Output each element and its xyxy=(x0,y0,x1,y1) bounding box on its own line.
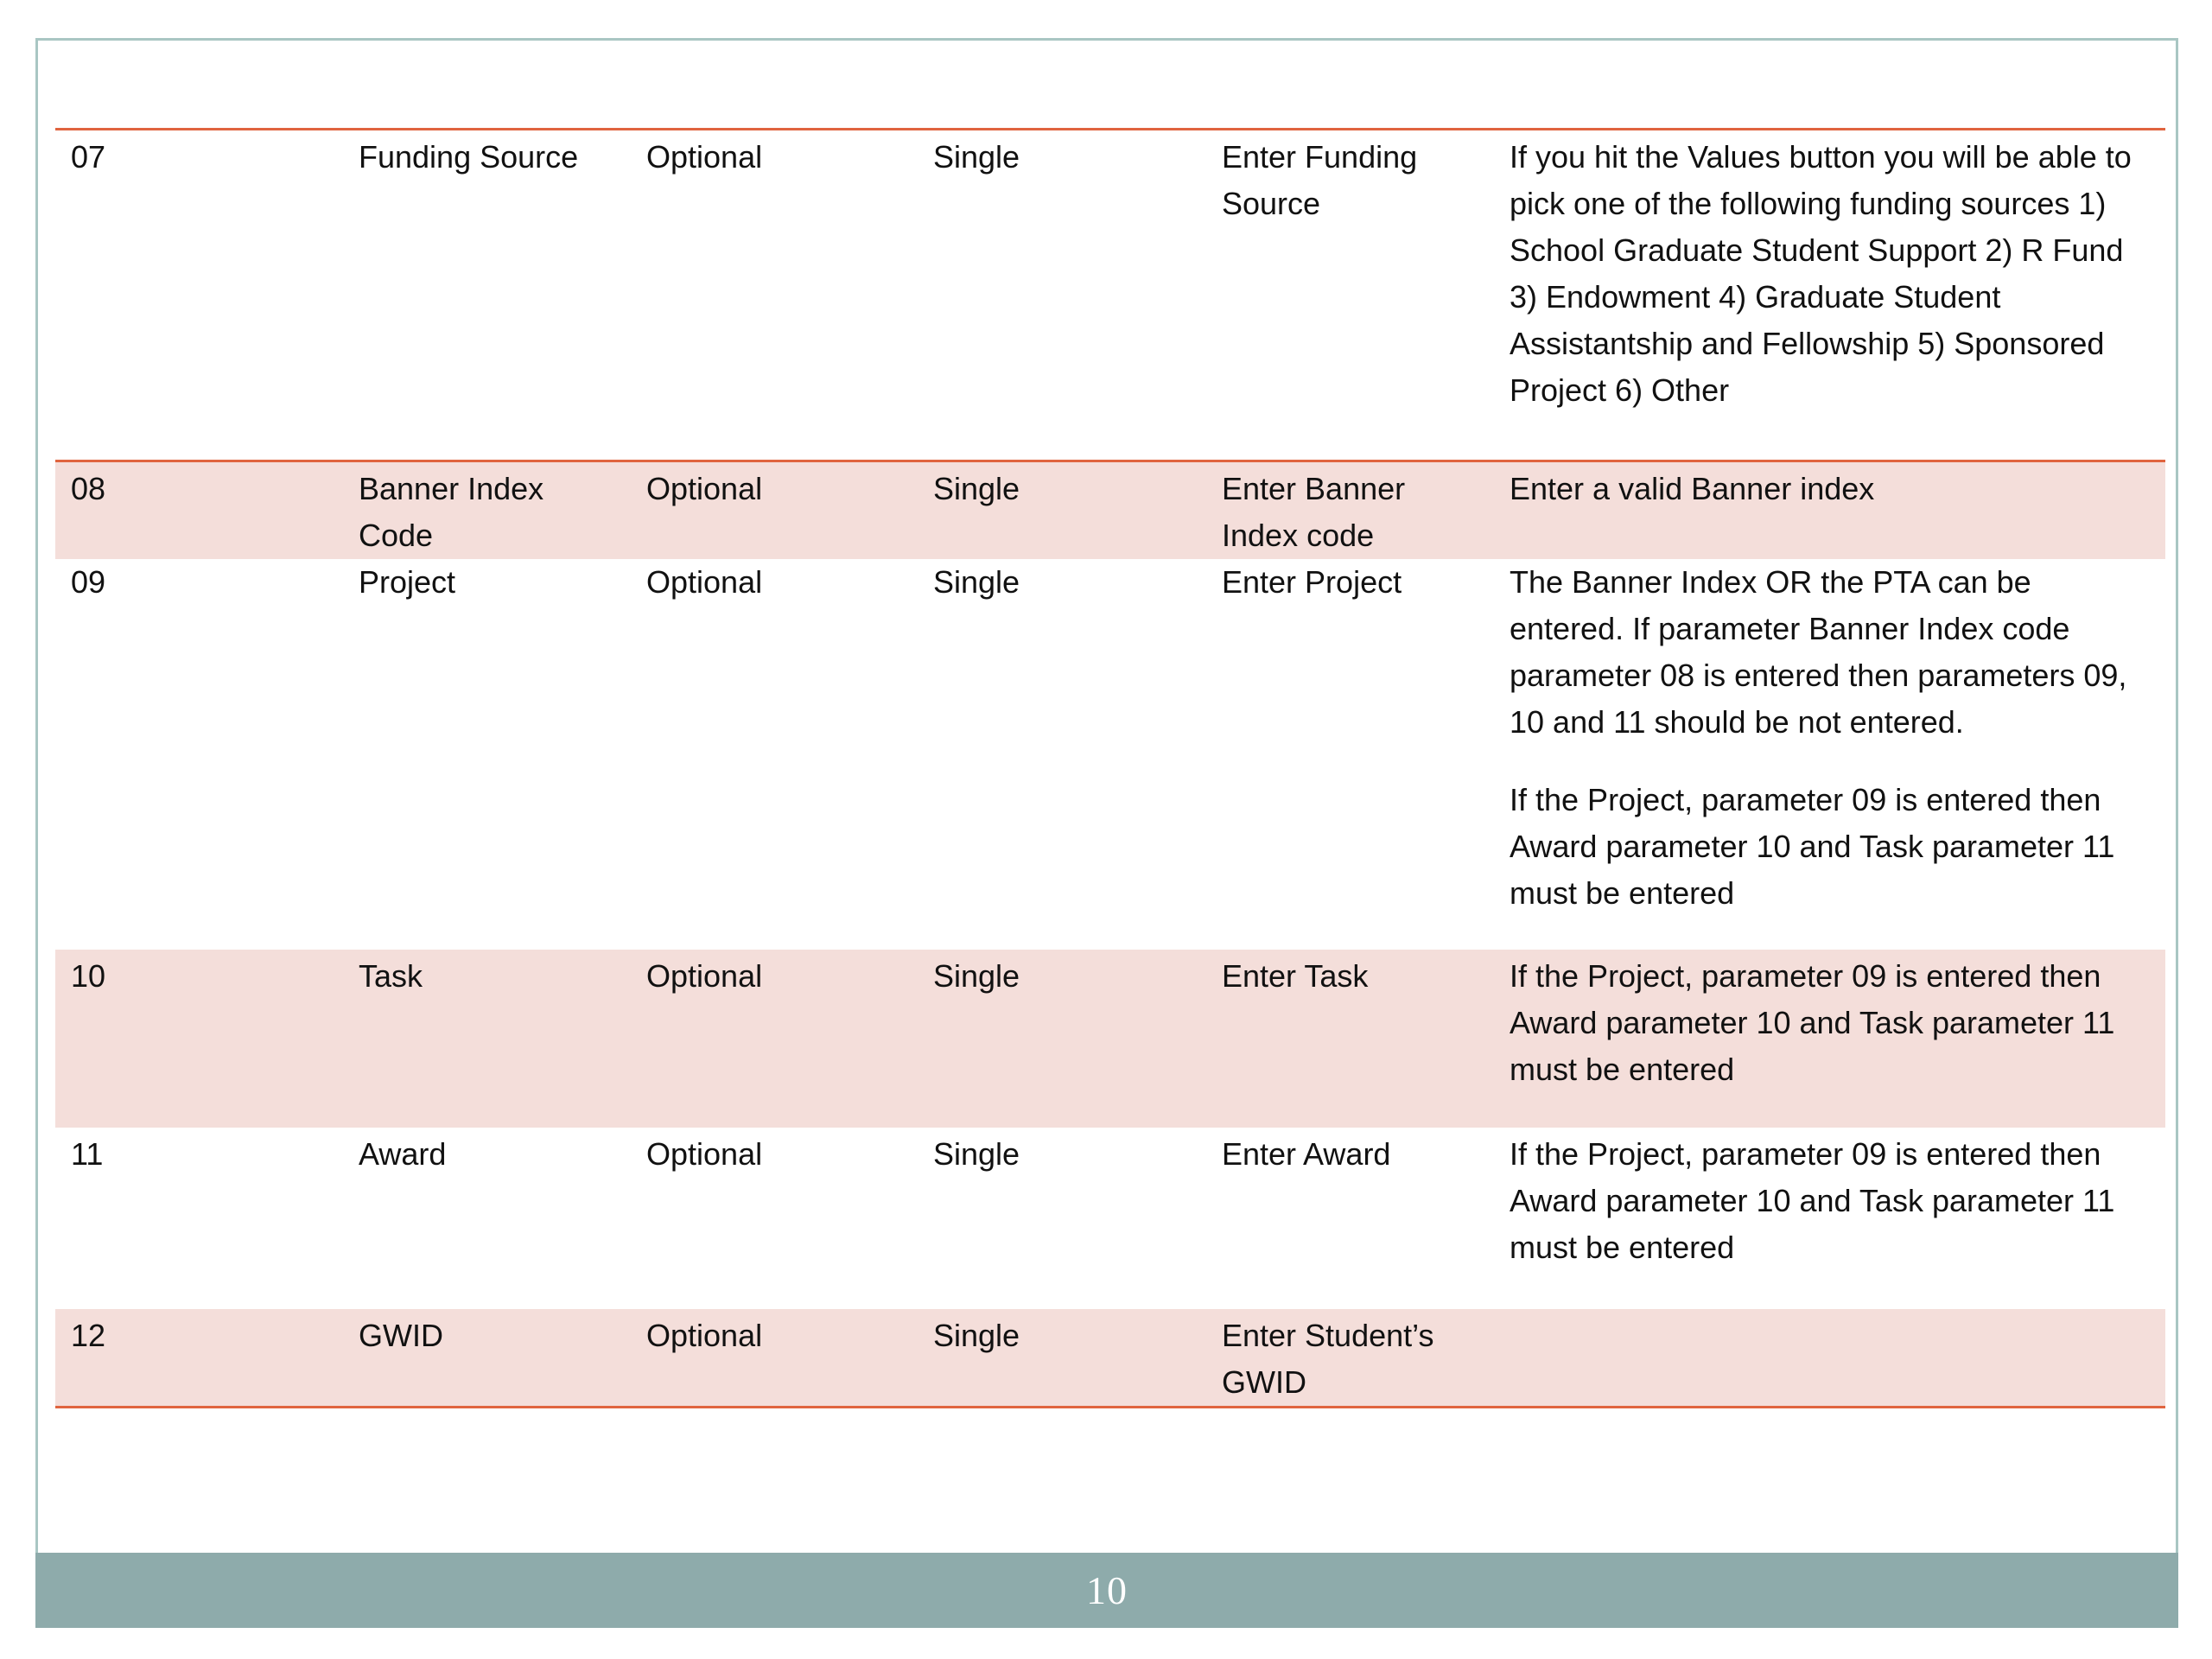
parameter-type: Single xyxy=(918,461,1206,560)
parameter-requirement: Optional xyxy=(631,461,918,560)
parameter-description xyxy=(1494,1128,2165,1309)
parameter-description xyxy=(1494,1309,2165,1408)
parameter-name: GWID xyxy=(343,1309,631,1408)
parameter-type: Single xyxy=(933,564,1020,600)
parameter-name: Banner Index Code xyxy=(343,461,631,560)
description-paragraph: If you hit the Values button you will be able to pick one of the following funding sources 1) School Graduate Student Support 2) R Fund 3) Endowment 4) Graduate Student Assistantship and Fellowship 5) Sponsored Project 6) Other xyxy=(1510,139,2132,408)
parameter-number: 07 xyxy=(55,130,343,461)
table-row xyxy=(55,559,2165,950)
table-row xyxy=(55,130,2165,461)
description-paragraph: If the Project, parameter 09 is entered then Award parameter 10 and Task parameter 11 must be entered xyxy=(1510,1136,2115,1265)
parameter-requirement: Optional xyxy=(631,130,918,461)
parameter-requirement: Optional xyxy=(631,1309,918,1408)
parameter-prompt: Enter Funding Source xyxy=(1206,130,1494,461)
parameter-prompt: Enter Task xyxy=(1206,950,1494,1128)
parameter-type: Single xyxy=(918,950,1206,1128)
parameter-type: Single xyxy=(918,1309,1206,1408)
description-paragraph: If the Project, parameter 09 is entered then Award parameter 10 and Task parameter 11 must be entered xyxy=(1510,958,2115,1087)
parameter-description xyxy=(1494,461,2165,560)
parameter-number: 08 xyxy=(55,461,343,560)
parameter-number: 09 xyxy=(71,564,106,600)
table-row xyxy=(55,1128,2165,1309)
parameter-description xyxy=(1494,130,2165,461)
description-paragraph: Enter a valid Banner index xyxy=(1510,471,1875,506)
parameter-description xyxy=(1494,950,2165,1128)
parameter-number: 11 xyxy=(71,1136,104,1172)
parameter-prompt: Enter Student’s GWID xyxy=(1206,1309,1494,1408)
table-row xyxy=(55,950,2165,1128)
page-footer xyxy=(35,1553,2178,1628)
parameter-prompt: Enter Banner Index code xyxy=(1206,461,1494,560)
description-paragraph: If the Project, parameter 09 is entered then Award parameter 10 and Task parameter 11 must be entered xyxy=(1510,782,2115,911)
parameter-number: 10 xyxy=(55,950,343,1128)
parameter-requirement: Optional xyxy=(646,564,763,600)
parameter-requirement: Optional xyxy=(646,1136,763,1172)
parameter-type: Single xyxy=(933,1136,1020,1172)
parameter-name: Project xyxy=(359,564,456,600)
table-row xyxy=(55,1309,2165,1408)
parameter-prompt: Enter Project xyxy=(1222,564,1402,600)
parameter-type: Single xyxy=(918,130,1206,461)
table-row xyxy=(55,461,2165,560)
parameters-table xyxy=(55,128,2165,1408)
parameter-prompt: Enter Award xyxy=(1222,1136,1391,1172)
parameter-number: 12 xyxy=(55,1309,343,1408)
page-number: 10 xyxy=(1086,1568,1128,1612)
parameter-name: Task xyxy=(343,950,631,1128)
description-paragraph: The Banner Index OR the PTA can be entered. If parameter Banner Index code parameter 08 is entered then parameters 09, 10 and 11 should be not entered. xyxy=(1510,564,2127,740)
parameter-name: Award xyxy=(359,1136,447,1172)
parameter-name: Funding Source xyxy=(343,130,631,461)
parameter-description xyxy=(1494,559,2165,950)
parameter-requirement: Optional xyxy=(631,950,918,1128)
